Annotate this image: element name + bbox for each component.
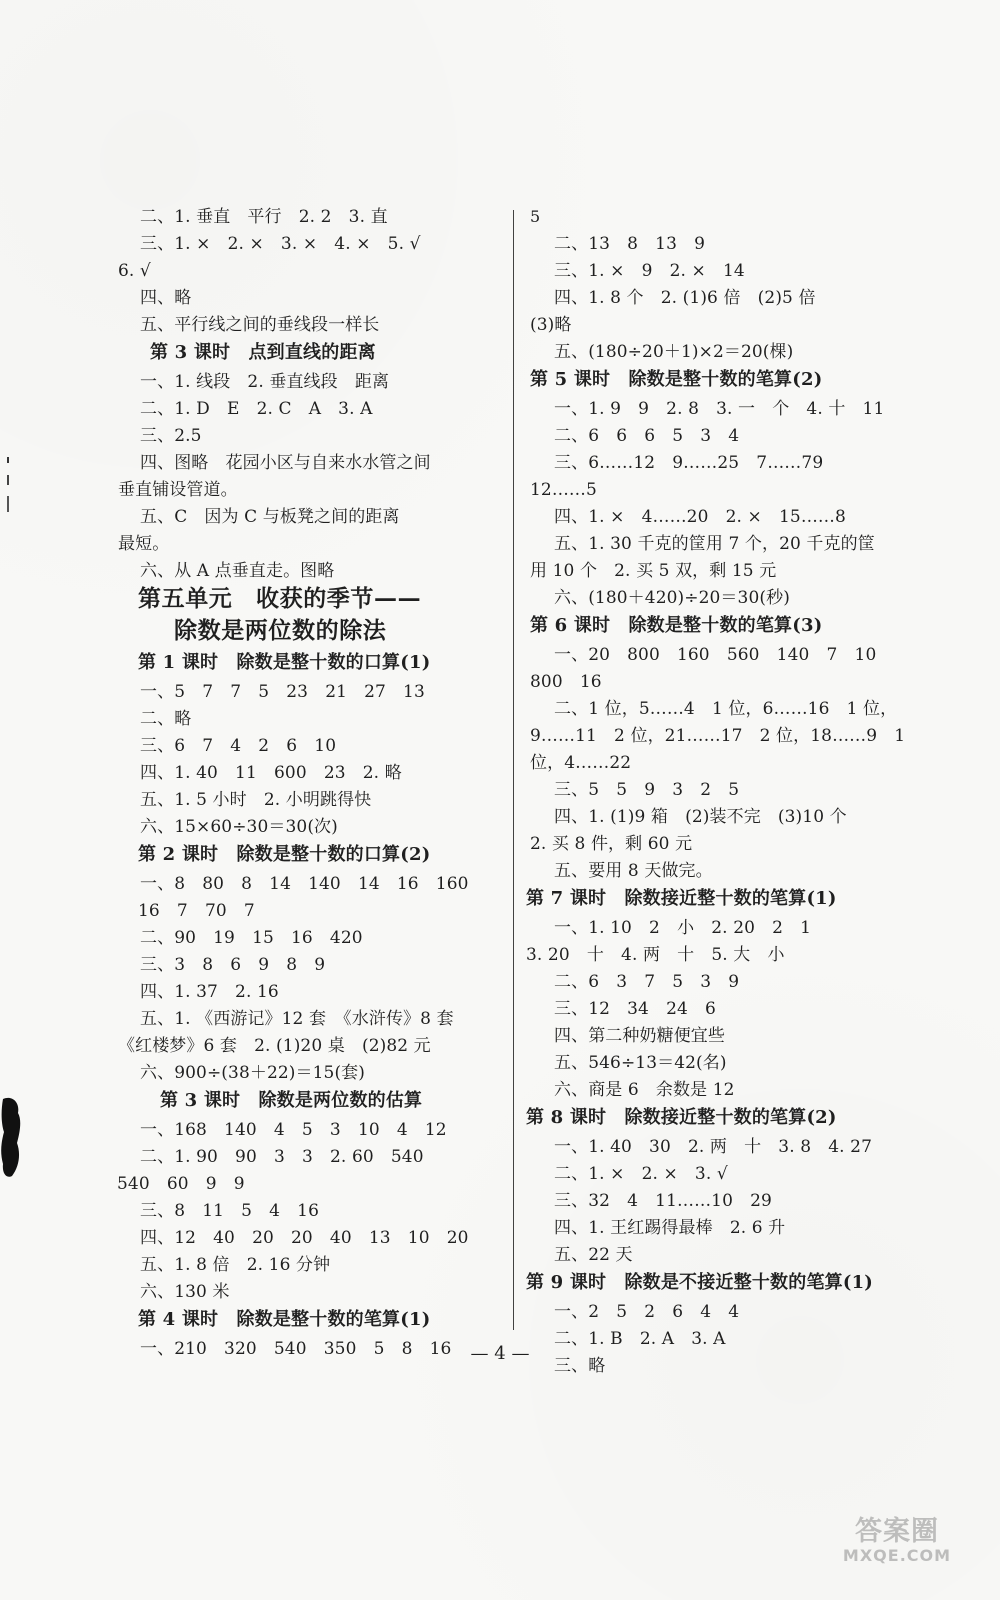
right-line-23: 五、要用 8 天做完。	[554, 861, 713, 881]
left-line-14: 一、5 7 7 5 23 21 27 13	[140, 682, 425, 702]
right-line-24: 一、1. 10 2 小 2. 20 2 1	[554, 918, 812, 938]
right-line-35: 五、22 天	[554, 1245, 633, 1265]
right-line-25: 3. 20 十 4. 两 十 5. 大 小	[526, 945, 785, 965]
right-line-16: 800 16	[530, 672, 602, 692]
left-line-3: 6. √	[118, 261, 151, 281]
right-line-14: 六、(180＋420)÷20＝30(秒)	[554, 588, 790, 608]
left-line-11: 五、C 因为 C 与板凳之间的距离	[140, 507, 400, 527]
left-line-10: 垂直铺设管道。	[118, 480, 238, 500]
section-heading-left-5: 第 4 课时 除数是整十数的笔算(1)	[138, 1309, 431, 1330]
right-line-12: 五、1. 30 千克的筐用 7 个，20 千克的筐	[554, 534, 875, 554]
section-heading-right-2: 第 6 课时 除数是整十数的笔算(3)	[530, 615, 823, 636]
right-line-7: 一、1. 9 9 2. 8 3. 一 个 4. 十 11	[554, 399, 885, 419]
margin-mark	[6, 457, 10, 517]
right-line-38: 三、略	[554, 1356, 606, 1376]
left-line-19: 六、15×60÷30＝30(次)	[140, 817, 338, 837]
ink-blot-mark	[0, 1095, 22, 1180]
section-heading-left-1: 第 3 课时 点到直线的距离	[150, 342, 376, 363]
right-line-22: 2. 买 8 件，剩 60 元	[530, 834, 693, 854]
right-line-36: 一、2 5 2 6 4 4	[554, 1302, 740, 1322]
left-line-22: 二、90 19 15 16 420	[140, 928, 363, 948]
unit-title-line-1: 第五单元 收获的季节——	[138, 585, 422, 612]
right-line-26: 二、6 3 7 5 3 9	[554, 972, 740, 992]
left-line-34: 六、130 米	[140, 1282, 230, 1302]
left-line-26: 《红楼梦》6 套 2. (1)20 桌 (2)82 元	[118, 1036, 431, 1056]
left-line-33: 五、1. 8 倍 2. 16 分钟	[140, 1255, 331, 1275]
right-line-8: 二、6 6 6 5 3 4	[554, 426, 740, 446]
section-heading-right-4: 第 8 课时 除数接近整十数的笔算(2)	[526, 1107, 837, 1128]
left-line-25: 五、1. 《西游记》12 套 《水浒传》8 套	[140, 1009, 454, 1029]
right-line-17: 二、1 位，5……4 1 位，6……16 1 位，	[554, 699, 898, 719]
left-line-7: 二、1. D E 2. C A 3. A	[140, 399, 373, 419]
right-line-9: 三、6……12 9……25 7……79	[554, 453, 824, 473]
left-line-20: 一、8 80 8 14 140 14 16 160	[140, 874, 469, 894]
left-line-15: 二、略	[140, 709, 192, 729]
right-line-11: 四、1. × 4……20 2. × 15……8	[554, 507, 846, 527]
left-line-24: 四、1. 37 2. 16	[140, 982, 279, 1002]
left-line-30: 540 60 9 9	[117, 1174, 245, 1194]
right-line-33: 三、32 4 11……10 29	[554, 1191, 772, 1211]
right-line-18: 9……11 2 位，21……17 2 位，18……9 1	[530, 726, 906, 746]
right-line-37: 二、1. B 2. A 3. A	[554, 1329, 726, 1349]
right-line-1: 5	[530, 207, 541, 226]
left-line-31: 三、8 11 5 4 16	[140, 1201, 320, 1221]
left-line-27: 六、900÷(38＋22)＝15(套)	[140, 1063, 366, 1083]
section-heading-right-3: 第 7 课时 除数接近整十数的笔算(1)	[526, 888, 837, 909]
section-heading-left-4: 第 3 课时 除数是两位数的估算	[160, 1090, 423, 1111]
right-line-28: 四、第二种奶糖便宜些	[554, 1026, 725, 1046]
left-line-9: 四、图略 花园小区与自来水水管之间	[140, 453, 431, 473]
left-line-4: 四、略	[140, 288, 192, 308]
right-line-34: 四、1. 王红踢得最棒 2. 6 升	[554, 1218, 786, 1238]
left-line-13: 六、从 A 点垂直走。图略	[140, 561, 335, 581]
left-line-35: 一、210 320 540 350 5 8 16	[140, 1339, 452, 1359]
left-line-16: 三、6 7 4 2 6 10	[140, 736, 337, 756]
right-line-20: 三、5 5 9 3 2 5	[554, 780, 740, 800]
right-line-2: 二、13 8 13 9	[554, 234, 705, 254]
right-line-5: (3)略	[530, 315, 572, 335]
left-line-5: 五、平行线之间的垂线段一样长	[140, 315, 380, 335]
right-line-4: 四、1. 8 个 2. (1)6 倍 (2)5 倍	[554, 288, 816, 308]
left-line-21: 16 7 70 7	[138, 901, 255, 921]
right-line-31: 一、1. 40 30 2. 两 十 3. 8 4. 27	[554, 1137, 873, 1157]
section-heading-left-2: 第 1 课时 除数是整十数的口算(1)	[138, 652, 431, 673]
left-line-28: 一、168 140 4 5 3 10 4 12	[140, 1120, 447, 1140]
left-line-6: 一、1. 线段 2. 垂直线段 距离	[140, 372, 390, 392]
watermark-top-text: 答案圈	[855, 1516, 939, 1547]
right-line-13: 用 10 个 2. 买 5 双，剩 15 元	[530, 561, 777, 581]
page-number: — 4 —	[470, 1343, 530, 1364]
right-line-21: 四、1. (1)9 箱 (2)装不完 (3)10 个	[554, 807, 847, 827]
right-line-27: 三、12 34 24 6	[554, 999, 716, 1019]
left-line-32: 四、12 40 20 20 40 13 10 20	[140, 1228, 469, 1248]
right-line-30: 六、商是 6 余数是 12	[554, 1080, 735, 1100]
section-heading-left-3: 第 2 课时 除数是整十数的口算(2)	[138, 844, 431, 865]
left-line-18: 五、1. 5 小时 2. 小明跳得快	[140, 790, 372, 810]
unit-title-line-2: 除数是两位数的除法	[174, 617, 387, 644]
left-line-1: 二、1. 垂直 平行 2. 2 3. 直	[140, 207, 388, 227]
section-heading-right-5: 第 9 课时 除数是不接近整十数的笔算(1)	[526, 1272, 874, 1293]
right-line-15: 一、20 800 160 560 140 7 10	[554, 645, 877, 665]
left-line-2: 三、1. × 2. × 3. × 4. × 5. √	[140, 234, 421, 254]
watermark	[820, 1504, 974, 1574]
left-line-23: 三、3 8 6 9 8 9	[140, 955, 326, 975]
left-line-12: 最短。	[118, 534, 170, 554]
right-line-6: 五、(180÷20＋1)×2＝20(棵)	[554, 342, 794, 362]
right-line-32: 二、1. × 2. × 3. √	[554, 1164, 728, 1184]
watermark-bottom-text: MXQE.COM	[842, 1546, 952, 1565]
column-divider	[513, 210, 514, 1330]
right-line-3: 三、1. × 9 2. × 14	[554, 261, 745, 281]
right-line-29: 五、546÷13＝42(名)	[554, 1053, 727, 1073]
right-line-19: 位，4……22	[530, 753, 632, 773]
section-heading-right-1: 第 5 课时 除数是整十数的笔算(2)	[530, 369, 823, 390]
left-line-8: 三、2.5	[140, 426, 202, 446]
right-line-10: 12……5	[530, 480, 597, 500]
left-line-17: 四、1. 40 11 600 23 2. 略	[140, 763, 402, 783]
left-line-29: 二、1. 90 90 3 3 2. 60 540	[140, 1147, 424, 1167]
